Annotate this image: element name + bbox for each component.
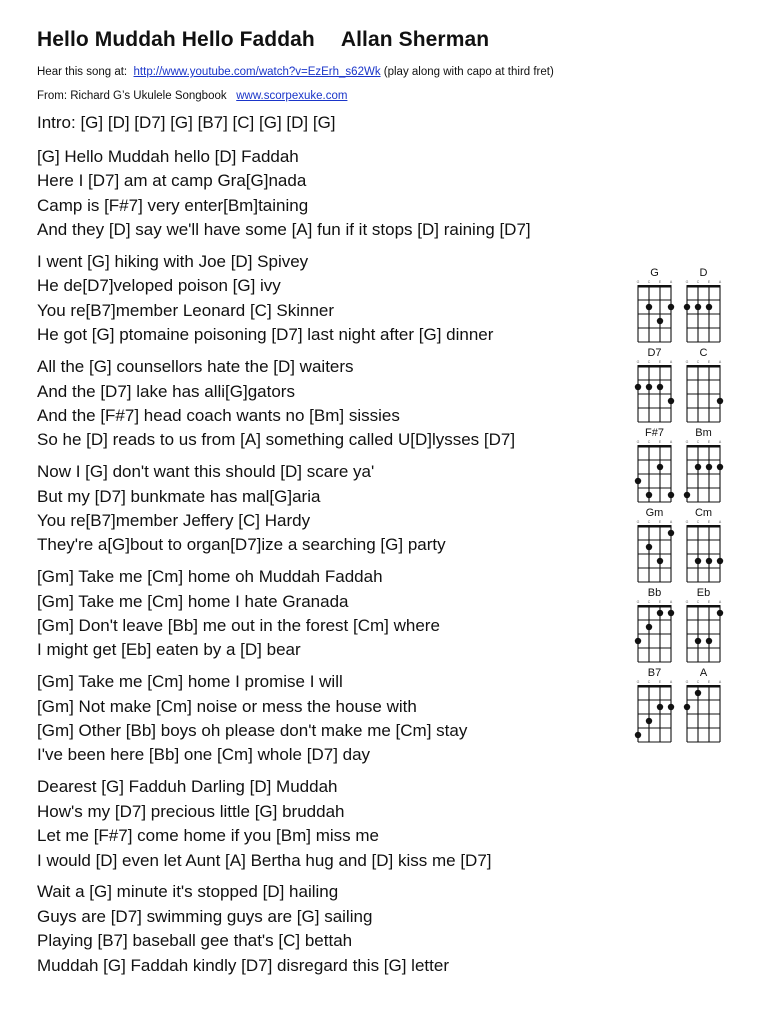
finger-dot <box>646 304 652 310</box>
lyric-line: I went [G] hiking with Joe [D] Spivey <box>37 252 309 272</box>
song-title: Hello Muddah Hello Faddah <box>37 28 315 51</box>
nut <box>687 685 721 688</box>
song-artist: Allan Sherman <box>340 28 490 51</box>
lyric-line: But my [D7] bunkmate has mal[G]aria <box>37 486 321 506</box>
lyric-line: And the [F#7] head coach wants no [Bm] sissies <box>37 405 400 425</box>
song-heading <box>37 28 489 52</box>
chord-diagram-bm <box>684 427 723 502</box>
source-line <box>37 90 347 102</box>
string-label: C <box>696 440 700 444</box>
hear-prefix: Hear this song at: <box>37 66 128 78</box>
lyric-line: [Gm] Other [Bb] boys oh please don't make me [Cm] stay <box>37 721 468 741</box>
finger-dot <box>646 544 652 550</box>
lyric-line: Guys are [D7] swimming guys are [G] sailing <box>37 906 373 926</box>
chord-name: Gm <box>645 507 664 519</box>
lyrics <box>37 145 627 986</box>
string-label: E <box>707 280 711 284</box>
source-link[interactable]: www.scorpexuke.com <box>236 90 348 102</box>
lyric-line: Camp is [F#7] very enter[Bm]taining <box>37 195 309 215</box>
lyric-line: [G] Hello Muddah hello [D] Faddah <box>37 147 299 166</box>
string-label: A <box>669 440 673 444</box>
finger-dot <box>646 492 652 498</box>
string-label: E <box>658 600 662 604</box>
finger-dot <box>657 704 663 710</box>
string-label: C <box>647 440 651 444</box>
string-label: G <box>685 680 689 684</box>
chord-diagram-a <box>684 667 722 742</box>
verse <box>37 775 627 873</box>
lyric-line: All the [G] counsellors hate the [D] waiters <box>37 357 354 377</box>
finger-dot <box>684 304 690 310</box>
chord-diagrams <box>630 262 740 752</box>
chord-name: Eb <box>696 587 711 599</box>
string-label: C <box>647 520 651 524</box>
lyric-line: You re[B7]member Leonard [C] Skinner <box>37 300 335 320</box>
finger-dot <box>695 558 701 564</box>
finger-dot <box>646 718 652 724</box>
chord-diagram-g <box>637 267 675 342</box>
lyric-line: He got [G] ptomaine poisoning [D7] last night after [G] dinner <box>37 325 494 345</box>
verse <box>37 670 627 768</box>
string-label: G <box>636 680 640 684</box>
lyric-line: Let me [F#7] come home if you [Bm] miss me <box>37 826 380 846</box>
string-label: G <box>636 440 640 444</box>
lyric-line: [Gm] Not make [Cm] noise or mess the house with <box>37 696 417 716</box>
string-label: A <box>718 520 722 524</box>
lyric-line: And the [D7] lake has alli[G]gators <box>37 381 295 401</box>
chord-name: D <box>699 267 708 279</box>
lyric-line: [Gm] Take me [Cm] home I promise I will <box>37 672 343 692</box>
finger-dot <box>706 464 712 470</box>
lyric-line: I've been here [Bb] one [Cm] whole [D7] day <box>37 745 371 765</box>
string-label: C <box>696 280 700 284</box>
finger-dot <box>635 384 641 390</box>
chord-name: G <box>650 267 659 279</box>
chord-diagram-bb <box>635 587 674 662</box>
string-label: E <box>658 680 662 684</box>
chord-diagram-cm <box>686 507 724 582</box>
chord-name: D7 <box>647 347 662 359</box>
string-label: A <box>669 520 673 524</box>
string-label: E <box>707 680 711 684</box>
lyric-line: [Gm] Take me [Cm] home I hate Granada <box>37 591 349 611</box>
string-label: A <box>669 600 673 604</box>
lyric-line: So he [D] reads to us from [A] something called U[D]lysses [D7] <box>37 430 516 450</box>
chord-name: C <box>699 347 708 359</box>
string-label: E <box>658 280 662 284</box>
string-label: G <box>685 360 689 364</box>
finger-dot <box>646 624 652 630</box>
chord-name: Cm <box>694 507 713 519</box>
lyric-line: [Gm] Take me [Cm] home oh Muddah Faddah <box>37 567 383 587</box>
chord-diagram-eb <box>686 587 724 662</box>
string-label: G <box>685 600 689 604</box>
string-label: G <box>636 280 640 284</box>
finger-dot <box>668 704 674 710</box>
lyric-line: They're a[G]bout to organ[D7]ize a searching [G] party <box>37 535 446 555</box>
finger-dot <box>646 384 652 390</box>
string-label: E <box>707 440 711 444</box>
nut <box>638 445 672 448</box>
finger-dot <box>657 384 663 390</box>
string-label: A <box>718 680 722 684</box>
string-label: G <box>636 600 640 604</box>
lyric-line: I might get [Eb] eaten by a [D] bear <box>37 640 301 660</box>
finger-dot <box>706 638 712 644</box>
nut <box>638 285 672 288</box>
string-label: G <box>636 520 640 524</box>
chord-name: B7 <box>647 667 662 679</box>
string-label: A <box>718 280 722 284</box>
finger-dot <box>635 638 641 644</box>
nut <box>638 685 672 688</box>
chord-diagram-fsharp7 <box>635 427 674 502</box>
nut <box>687 605 721 608</box>
string-label: A <box>718 600 722 604</box>
chord-diagram-d <box>684 267 722 342</box>
string-label: A <box>669 680 673 684</box>
nut <box>638 525 672 528</box>
verse <box>37 880 627 978</box>
lyric-line: Muddah [G] Faddah kindly [D7] disregard this [G] letter <box>37 955 449 975</box>
chord-diagram-b7 <box>635 667 674 742</box>
verse <box>37 250 627 348</box>
lyric-line: [Gm] Don't leave [Bb] me out in the forest [Cm] where <box>37 616 440 636</box>
lyric-line: You re[B7]member Jeffery [C] Hardy <box>37 510 311 530</box>
string-label: G <box>685 520 689 524</box>
chord-name: Bm <box>695 427 712 439</box>
chord-name: A <box>699 667 708 679</box>
finger-dot <box>657 558 663 564</box>
finger-dot <box>695 690 701 696</box>
string-label: G <box>685 280 689 284</box>
string-label: C <box>647 680 651 684</box>
nut <box>687 285 721 288</box>
lyric-line: I would [D] even let Aunt [A] Bertha hug and [D] kiss me [D7] <box>37 850 492 870</box>
verse <box>37 565 627 663</box>
string-label: A <box>669 360 673 364</box>
finger-dot <box>668 398 674 404</box>
finger-dot <box>657 464 663 470</box>
lyric-line: And they [D] say we'll have some [A] fun if it stops [D] raining [D7] <box>37 220 531 240</box>
nut <box>687 365 721 368</box>
string-label: E <box>707 360 711 364</box>
string-label: C <box>647 600 651 604</box>
string-label: E <box>658 360 662 364</box>
lyric-line: Dearest [G] Fadduh Darling [D] Muddah <box>37 777 338 797</box>
finger-dot <box>668 304 674 310</box>
string-label: C <box>647 280 651 284</box>
finger-dot <box>717 464 723 470</box>
string-label: C <box>647 360 651 364</box>
string-label: E <box>658 520 662 524</box>
finger-dot <box>668 610 674 616</box>
string-label: G <box>685 440 689 444</box>
string-label: C <box>696 600 700 604</box>
capo-note: (play along with capo at third fret) <box>383 66 554 78</box>
finger-dot <box>695 304 701 310</box>
chord-name: F#7 <box>645 427 664 439</box>
finger-dot <box>635 478 641 484</box>
chord-name: Bb <box>647 587 662 599</box>
verse <box>37 460 627 558</box>
finger-dot <box>717 398 723 404</box>
finger-dot <box>717 610 723 616</box>
lyric-line: Playing [B7] baseball gee that's [C] bettah <box>37 931 353 951</box>
string-label: A <box>669 280 673 284</box>
finger-dot <box>668 530 674 536</box>
finger-dot <box>706 304 712 310</box>
chord-diagram-d7 <box>635 347 674 422</box>
lyric-line: How's my [D7] precious little [G] bruddah <box>37 801 345 821</box>
string-label: A <box>718 440 722 444</box>
youtube-link[interactable]: http://www.youtube.com/watch?v=EzErh_s62Wk <box>133 66 381 78</box>
finger-dot <box>695 464 701 470</box>
finger-dot <box>695 638 701 644</box>
chord-chart <box>630 262 740 752</box>
intro-line: Intro: [G] [D] [D7] [G] [B7] [C] [G] [D] [G] <box>37 113 336 132</box>
lyric-line: He de[D7]veloped poison [G] ivy <box>37 276 281 296</box>
string-label: C <box>696 520 700 524</box>
nut <box>687 445 721 448</box>
nut <box>638 605 672 608</box>
string-label: E <box>707 520 711 524</box>
finger-dot <box>684 492 690 498</box>
nut <box>687 525 721 528</box>
chord-diagram-gm <box>637 507 675 582</box>
string-label: C <box>696 680 700 684</box>
lyric-line: Here I [D7] am at camp Gra[G]nada <box>37 171 307 191</box>
finger-dot <box>717 558 723 564</box>
string-label: E <box>707 600 711 604</box>
string-label: E <box>658 440 662 444</box>
nut <box>638 365 672 368</box>
finger-dot <box>657 318 663 324</box>
string-label: A <box>718 360 722 364</box>
finger-dot <box>684 704 690 710</box>
verse <box>37 145 627 243</box>
finger-dot <box>635 732 641 738</box>
finger-dot <box>657 610 663 616</box>
string-label: C <box>696 360 700 364</box>
lyric-line: Wait a [G] minute it's stopped [D] hailing <box>37 882 339 902</box>
finger-dot <box>668 492 674 498</box>
verse <box>37 355 627 453</box>
lyric-line: Now I [G] don't want this should [D] scare ya' <box>37 462 375 482</box>
hear-line <box>37 66 554 78</box>
finger-dot <box>706 558 712 564</box>
chord-diagram-c <box>686 347 724 422</box>
string-label: G <box>636 360 640 364</box>
source-prefix: From: Richard G’s Ukulele Songbook <box>37 90 227 102</box>
